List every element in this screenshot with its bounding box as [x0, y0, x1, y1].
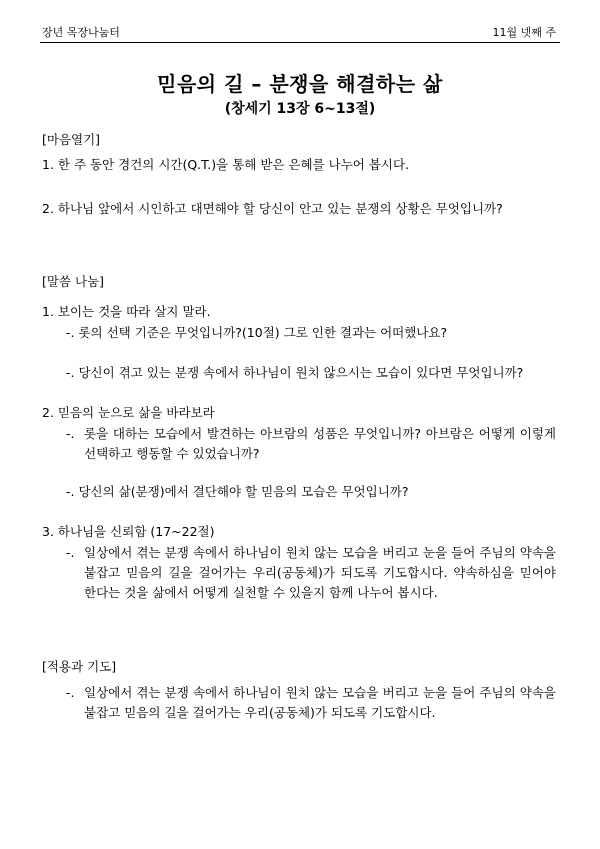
word-point-2-question-b: -. 당신의 삶(분쟁)에서 결단해야 할 믿음의 모습은 무엇입니까? [66, 484, 409, 499]
word-point-2-question-a-text: 롯을 대하는 모습에서 발견하는 아브람의 성품은 무엇입니까? 아브람은 어떻게 이렇게 선택하고 행동할 수 있었습니까? [84, 426, 556, 461]
opening-question-1: 1. 한 주 동안 경건의 시간(Q.T.)을 통해 받은 은혜를 나누어 봅시다. [42, 157, 410, 172]
dash-marker: -. [66, 545, 75, 560]
word-point-2-title: 2. 믿음의 눈으로 삶을 바라보라 [42, 405, 215, 420]
word-point-3-question-a [66, 543, 556, 603]
word-point-1-title: 1. 보이는 것을 따라 살지 말라. [42, 304, 211, 319]
word-point-2-question-a [66, 424, 556, 464]
section-heading-apply: [적용과 기도] [42, 659, 117, 674]
opening-question-2: 2. 하나님 앞에서 시인하고 대면해야 할 당신이 안고 있는 분쟁의 상황은 무엇입니까? [42, 201, 503, 216]
word-point-1-question-b: -. 당신이 겪고 있는 분쟁 속에서 하나님이 원치 않으시는 모습이 있다면 무엇입니까? [66, 365, 524, 380]
word-point-3-question-a-text: 일상에서 겪는 분쟁 속에서 하나님이 원치 않는 모습을 버리고 눈을 들어 주님의 약속을 붙잡고 믿음의 길을 걸어가는 우리(공동체)가 되도록 기도합시다. 약속하심을 믿어야 한다는 것을 삶에서 어떻게 실천할 수 있을지 함께 나누어 봅시다. [84, 545, 556, 600]
apply-prayer-item [66, 683, 556, 723]
header-group-name: 장년 목장나눔터 [42, 26, 120, 39]
scripture-reference: (창세기 13장 6~13절) [224, 101, 376, 117]
word-point-1-question-a: -. 롯의 선택 기준은 무엇입니까?(10절) 그로 인한 결과는 어떠했나요? [66, 325, 448, 340]
section-heading-opening: [마음열기] [42, 132, 101, 147]
document-title: 믿음의 길 – 분쟁을 해결하는 삶 [157, 72, 443, 96]
section-heading-word: [말씀 나눔] [42, 274, 105, 289]
dash-marker: -. [66, 685, 75, 700]
page-header [40, 18, 560, 43]
apply-prayer-text: 일상에서 겪는 분쟁 속에서 하나님이 원치 않는 모습을 버리고 눈을 들어 주님의 약속을 붙잡고 믿음의 길을 걸어가는 우리(공동체)가 되도록 기도합시다. [84, 685, 556, 720]
header-week: 11월 넷째 주 [492, 26, 556, 39]
dash-marker: -. [66, 426, 75, 441]
word-point-3-title: 3. 하나님을 신뢰함 (17~22절) [42, 524, 215, 539]
